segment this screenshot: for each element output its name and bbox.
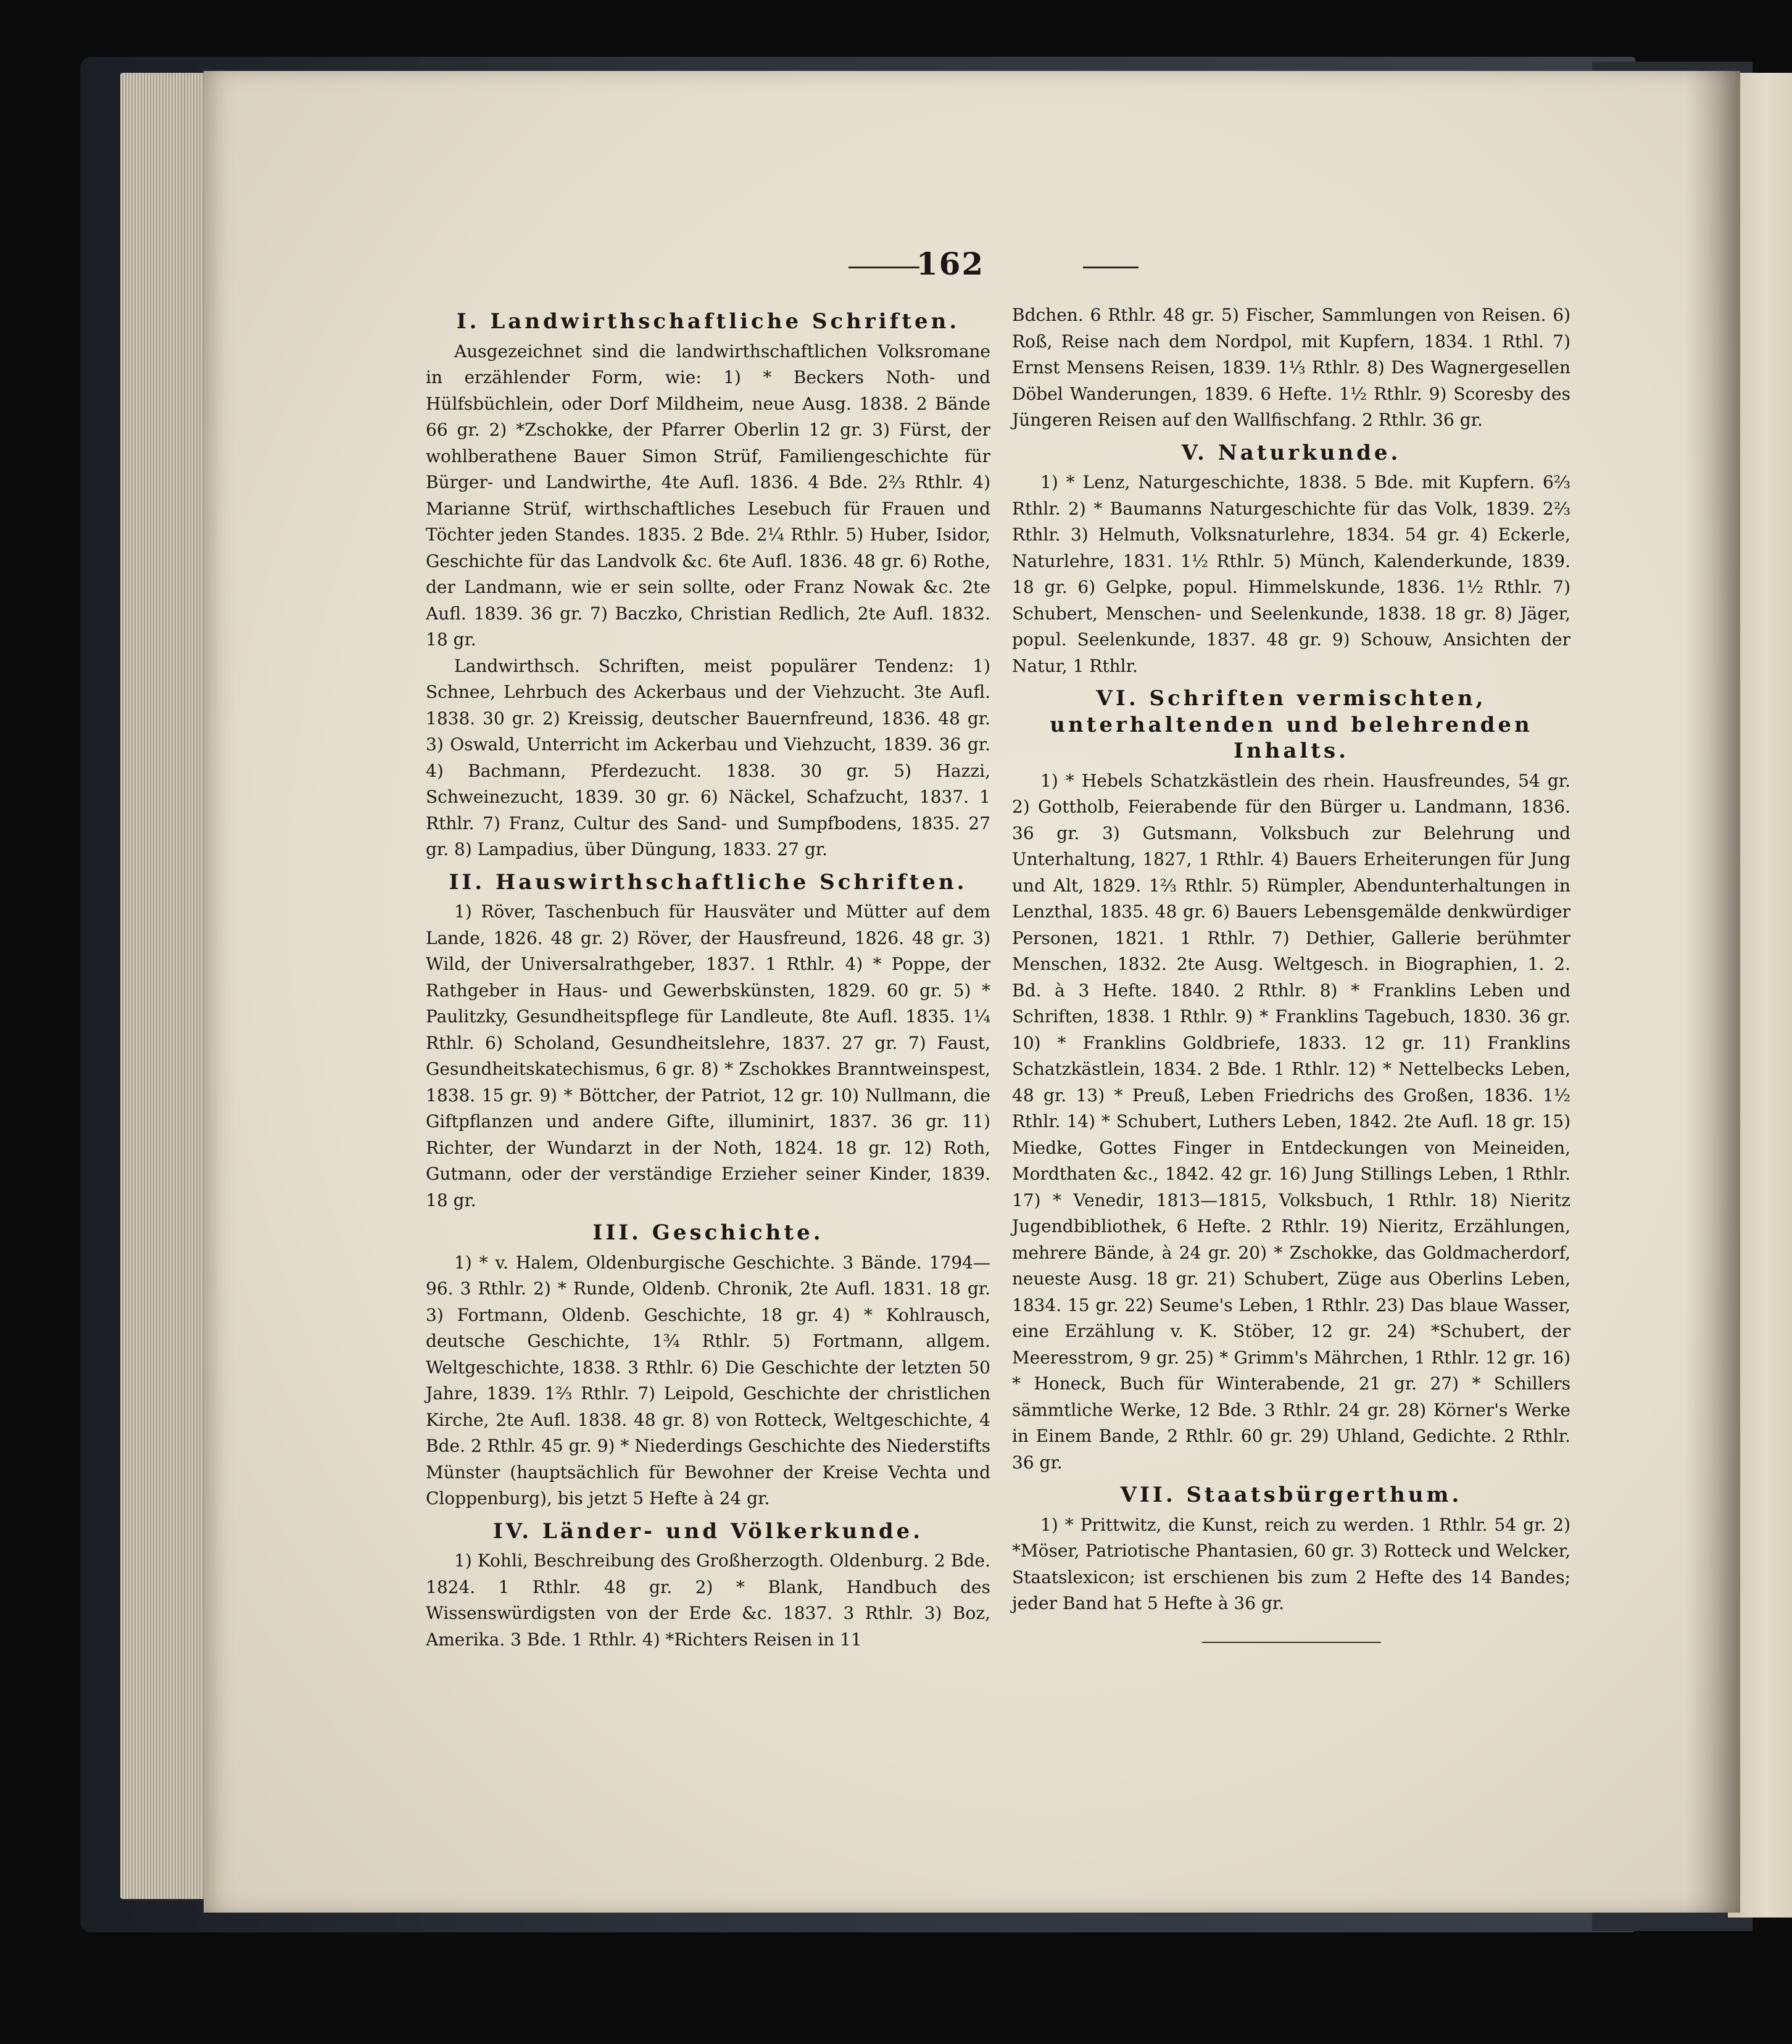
paragraph: 1) * v. Halem, Oldenburgische Geschichte. 3 Bände. 1794—96. 3 Rthlr. 2) * Runde, Oldenb. Chronik, 2te Aufl. 1831. 18 gr. 3) Fortmann, Oldenb. Geschichte, 18 gr. 4) * Kohlrausch, deutsche Geschichte, 1¾ Rthlr. 5) Fortmann, allgem. Weltgeschichte, 1838. 3 Rthlr. 6) Die Geschichte der letzten 50 Jahre, 1839. 1⅔ Rthlr. 7) Leipold, Geschichte der christlichen Kirche, 2te Aufl. 1838. 48 gr. 8) von Rotteck, Weltgeschichte, 4 Bde. 2 Rthlr. 45 gr. 9) * Niederdings Geschichte des Niederstifts Münster (hauptsächlich für Bewohner der Kreise Vechta und Cloppenburg), bis jetzt 5 Hefte à 24 gr. bbox=[426, 1252, 990, 1508]
paragraph: 1) * Lenz, Naturgeschichte, 1838. 5 Bde. mit Kupfern. 6⅔ Rthlr. 2) * Baumanns Naturgeschichte für das Volk, 1839. 2⅔ Rthlr. 3) Helmuth, Volksnaturlehre, 1834. 54 gr. 4) Eckerle, Naturlehre, 1831. 1½ Rthlr. 5) Münch, Kalenderkunde, 1839. 18 gr. 6) Gelpke, popul. Himmelskunde, 1836. 1½ Rthlr. 7) Schubert, Menschen- und Seelenkunde, 1838. 18 gr. 8) Jäger, popul. Seelenkunde, 1837. 48 gr. 9) Schouw, Ansichten der Natur, 1 Rthlr. bbox=[1012, 472, 1570, 676]
section-heading: VI. Schriften vermischten, unterhaltenden und belehrenden Inhalts. bbox=[1050, 686, 1533, 763]
paragraph: 1) * Prittwitz, die Kunst, reich zu werden. 1 Rthlr. 54 gr. 2) *Möser, Patriotische Phantasien, 60 gr. 3) Rotteck und Welcker, Staatslexicon; ist erschienen bis zum 2 Hefte des 14 Bandes; jeder Band hat 5 Hefte à 36 gr. bbox=[1012, 1514, 1570, 1613]
end-rule bbox=[1202, 1642, 1381, 1643]
page-edges bbox=[120, 73, 213, 1899]
left-column bbox=[426, 302, 990, 1653]
page-number-rule-right bbox=[1083, 267, 1139, 268]
section-heading: I. Landwirthschaftliche Schriften. bbox=[456, 309, 960, 334]
paragraph: 1) * Hebels Schatzkästlein des rhein. Hausfreundes, 54 gr. 2) Gottholb, Feierabende für den Bürger u. Landmann, 1836. 36 gr. 3) Gutsmann, Volksbuch zur Belehrung und Unterhaltung, 1827, 1 Rthlr. 4) Bauers Erheiterungen für Jung und Alt, 1829. 1⅔ Rthlr. 5) Rümpler, Abendunterhaltungen in Lenzthal, 1835. 48 gr. 6) Bauers Lebensgemälde denkwürdiger Personen, 1821. 1 Rthlr. 7) Dethier, Gallerie berühmter Menschen, 1832. 2te Ausg. Weltgesch. in Biographien, 1. 2. Bd. à 3 Hefte. 1840. 2 Rthlr. 8) * Franklins Leben und Schriften, 1838. 1 Rthlr. 9) * Franklins Tagebuch, 1830. 36 gr. 10) * Franklins Goldbriefe, 1833. 12 gr. 11) Franklins Schatzkästlein, 1834. 2 Bde. 1 Rthlr. 12) * Nettelbecks Leben, 48 gr. 13) * Preuß, Leben Friedrichs des Großen, 1836. 1½ Rthlr. 14) * Schubert, Luthers Leben, 1842. 2te Aufl. 18 gr. 15) Miedke, Gottes Finger in Entdeckungen von Meineiden, Mordthaten &c., 1842. 42 gr. 16) Jung Stillings Leben, 1 Rthlr. 17) * Venedir, 1813—1815, Volksbuch, 1 Rthlr. 18) Nieritz Jugendbibliothek, 6 Hefte. 2 Rthlr. 19) Nieritz, Erzählungen, mehrere Bände, à 24 gr. 20) * Zschokke, das Goldmacherdorf, neueste Ausg. 18 gr. 21) Schubert, Züge aus Oberlins Leben, 1834. 15 gr. 22) Seume's Leben, 1 Rthlr. 23) Das blaue Wasser, eine Erzählung v. K. Stöber, 12 gr. 24) *Schubert, der Meeresstrom, 9 gr. 25) * Grimm's Mährchen, 1 Rthlr. 12 gr. 16) * Honeck, Buch für Winterabende, 21 gr. 27) * Schillers sämmtliche Werke, 12 Bde. 3 Rthlr. 24 gr. 28) Körner's Werke in Einem Bande, 2 Rthlr. 60 gr. 29) Uhland, Gedichte. 2 Rthlr. 36 gr. bbox=[1012, 770, 1570, 1473]
section-heading: V. Naturkunde. bbox=[1181, 440, 1401, 465]
section-heading: VII. Staatsbürgerthum. bbox=[1120, 1483, 1462, 1507]
page-number: 162 bbox=[916, 246, 985, 282]
section-heading: II. Hauswirthschaftliche Schriften. bbox=[449, 869, 968, 895]
paragraph: 1) Röver, Taschenbuch für Hausväter und Mütter auf dem Lande, 1826. 48 gr. 2) Röver, der Hausfreund, 1826. 48 gr. 3) Wild, der Universalrathgeber, 1837. 1 Rthlr. 4) * Poppe, der Rathgeber in Haus- und Gewerbskünsten, 1829. 60 gr. 5) * Paulitzky, Gesundheitspflege für Landleute, 8te Aufl. 1835. 1¼ Rthlr. 6) Scholand, Gesundheitslehre, 1837. 27 gr. 7) Faust, Gesundheitskatechismus, 6 gr. 8) * Zschokkes Branntweinspest, 1838. 15 gr. 9) * Böttcher, der Patriot, 12 gr. 10) Nullmann, die Giftpflanzen und andere Gifte, illuminirt, 1837. 36 gr. 11) Richter, der Wundarzt in der Noth, 1824. 18 gr. 12) Roth, Gutmann, oder der verständige Erzieher seiner Kinder, 1839. 18 gr. bbox=[426, 901, 990, 1210]
paragraph: Landwirthsch. Schriften, meist populärer Tendenz: 1) Schnee, Lehrbuch des Ackerbaus und der Viehzucht. 3te Aufl. 1838. 30 gr. 2) Kreissig, deutscher Bauernfreund, 1836. 48 gr. 3) Oswald, Unterricht im Ackerbau und Viehzucht, 1839. 36 gr. 4) Bachmann, Pferdezucht. 1838. 30 gr. 5) Hazzi, Schweinezucht, 1839. 30 gr. 6) Näckel, Schafzucht, 1837. 1 Rthlr. 7) Franz, Cultur des Sand- und Sumpfbodens, 1835. 27 gr. 8) Lampadius, über Düngung, 1833. 27 gr. bbox=[426, 655, 990, 859]
section-heading: IV. Länder- und Völkerkunde. bbox=[492, 1518, 924, 1544]
right-column bbox=[1012, 302, 1570, 1643]
paragraph: 1) Kohli, Beschreibung des Großherzogth. Oldenburg. 2 Bde. 1824. 1 Rthlr. 48 gr. 2) * Blank, Handbuch des Wissenswürdigsten von der Erde &c. 1837. 3 Rthlr. 3) Boz, Amerika. 3 Bde. 1 Rthlr. 4) *Richters Reisen in 11 bbox=[426, 1550, 990, 1650]
page-gutter-shadow bbox=[1685, 71, 1740, 1913]
paragraph: Bdchen. 6 Rthlr. 48 gr. 5) Fischer, Sammlungen von Reisen. 6) Roß, Reise nach dem Nordpol, mit Kupfern, 1834. 1 Rthl. 7) Ernst Mensens Reisen, 1839. 1⅓ Rthlr. 8) Des Wagnergesellen Döbel Wanderungen, 1839. 6 Hefte. 1½ Rthlr. 9) Scoresby des Jüngeren Reisen auf den Wallfischfang. 2 Rthlr. 36 gr. bbox=[1012, 305, 1570, 430]
paragraph: Ausgezeichnet sind die landwirthschaftlichen Volksromane in erzählender Form, wie: 1) * Beckers Noth- und Hülfsbüchlein, oder Dorf Mildheim, neue Ausg. 1838. 2 Bände 66 gr. 2) *Zschokke, der Pfarrer Oberlin 12 gr. 3) Fürst, der wohlberathene Bauer Simon Strüf, Familiengeschichte für Bürger- und Landwirthe, 4te Aufl. 1836. 4 Bde. 2⅔ Rthlr. 4) Marianne Strüf, wirthschaftliches Lesebuch für Frauen und Töchter jeden Standes. 1835. 2 Bde. 2¼ Rthlr. 5) Huber, Isidor, Geschichte für das Landvolk &c. 6te Aufl. 1836. 48 gr. 6) Rothe, der Landmann, wie er sein sollte, oder Franz Nowak &c. 2te Aufl. 1839. 36 gr. 7) Baczko, Christian Redlich, 2te Aufl. 1832. 18 gr. bbox=[426, 341, 990, 650]
section-heading: III. Geschichte. bbox=[592, 1220, 824, 1245]
